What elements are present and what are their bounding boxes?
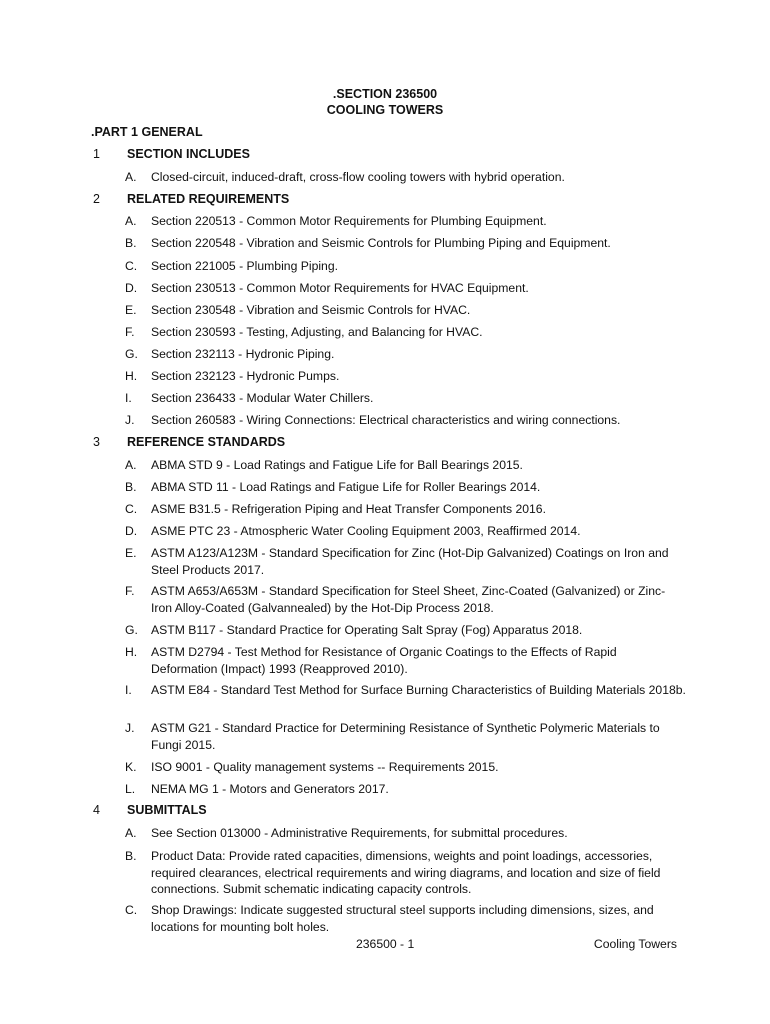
section-1-number: 1 bbox=[93, 147, 100, 161]
list-item-letter: C. bbox=[125, 502, 138, 516]
section-3-number: 3 bbox=[93, 435, 100, 449]
list-item-letter: H. bbox=[125, 645, 138, 659]
list-item-letter: I. bbox=[125, 391, 132, 405]
list-item-letter: I. bbox=[125, 683, 132, 697]
list-item-text: ASTM E84 - Standard Test Method for Surface Burning Characteristics of Building Materials 2018b. bbox=[151, 683, 686, 697]
section-title-heading: COOLING TOWERS bbox=[326, 103, 444, 117]
list-item-letter: A. bbox=[125, 826, 137, 840]
list-item-letter: F. bbox=[125, 584, 135, 598]
section-number-heading: .SECTION 236500 bbox=[332, 87, 438, 101]
list-item-letter: J. bbox=[125, 721, 135, 735]
list-item-text: ISO 9001 - Quality management systems -- Requirements 2015. bbox=[151, 760, 499, 774]
list-item-text: ASTM A653/A653M - Standard Specification for Steel Sheet, Zinc-Coated (Galvanized) or Zinc-Iron Alloy-Coated (Galvannealed) by the Hot-Dip Process 2018. bbox=[151, 584, 666, 615]
list-item-text: Section 220513 - Common Motor Requirements for Plumbing Equipment. bbox=[151, 214, 547, 228]
list-item-letter: B. bbox=[125, 236, 137, 250]
list-item-text: ASTM A123/A123M - Standard Specification for Zinc (Hot-Dip Galvanized) Coatings on Iron and Steel Products 2017. bbox=[151, 546, 669, 577]
list-item-text: Section 232113 - Hydronic Piping. bbox=[151, 347, 335, 361]
list-item-letter: J. bbox=[125, 413, 135, 427]
list-item-text: Section 236433 - Modular Water Chillers. bbox=[151, 391, 374, 405]
list-item-text: ABMA STD 11 - Load Ratings and Fatigue Life for Roller Bearings 2014. bbox=[151, 480, 541, 494]
section-4-number: 4 bbox=[93, 803, 100, 817]
part-heading: .PART 1 GENERAL bbox=[91, 125, 203, 139]
list-item-text: ASME PTC 23 - Atmospheric Water Cooling Equipment 2003, Reaffirmed 2014. bbox=[151, 524, 581, 538]
list-item-text: Shop Drawings: Indicate suggested structural steel supports including dimensions, sizes, and locations for mounting bolt holes. bbox=[151, 903, 654, 934]
footer-page-number: 236500 - 1 bbox=[356, 937, 415, 951]
list-item-letter: B. bbox=[125, 480, 137, 494]
section-3-title: REFERENCE STANDARDS bbox=[127, 435, 286, 449]
list-item-letter: G. bbox=[125, 347, 138, 361]
list-item-text: NEMA MG 1 - Motors and Generators 2017. bbox=[151, 782, 389, 796]
list-item-letter: A. bbox=[125, 458, 137, 472]
list-item-text: Product Data: Provide rated capacities, dimensions, weights and point loadings, accessories, required clearances, electrical requirements and wiring diagrams, and location and size of field connections. Submit schematic indicating capacity controls. bbox=[151, 849, 661, 896]
section-2-number: 2 bbox=[93, 192, 100, 206]
list-item-letter: C. bbox=[125, 259, 138, 273]
section-2-title: RELATED REQUIREMENTS bbox=[127, 192, 290, 206]
list-item-text: ABMA STD 9 - Load Ratings and Fatigue Life for Ball Bearings 2015. bbox=[151, 458, 523, 472]
section-1-title: SECTION INCLUDES bbox=[127, 147, 250, 161]
list-item-text: ASME B31.5 - Refrigeration Piping and Heat Transfer Components 2016. bbox=[151, 502, 546, 516]
list-item-letter: L. bbox=[125, 782, 136, 796]
list-item-text: Section 221005 - Plumbing Piping. bbox=[151, 259, 338, 273]
list-item-letter: F. bbox=[125, 325, 135, 339]
list-item-text: ASTM G21 - Standard Practice for Determining Resistance of Synthetic Polymeric Materials to Fungi 2015. bbox=[151, 721, 660, 752]
list-item-text: Section 230593 - Testing, Adjusting, and Balancing for HVAC. bbox=[151, 325, 483, 339]
footer-title: Cooling Towers bbox=[593, 937, 677, 951]
section-4-title: SUBMITTALS bbox=[127, 803, 207, 817]
list-item-text: Section 260583 - Wiring Connections: Electrical characteristics and wiring connections. bbox=[151, 413, 621, 427]
list-item-text: Closed-circuit, induced-draft, cross-flow cooling towers with hybrid operation. bbox=[151, 170, 565, 184]
list-item-letter: D. bbox=[125, 281, 138, 295]
list-item-text: ASTM D2794 - Test Method for Resistance of Organic Coatings to the Effects of Rapid Deformation (Impact) 1993 (Reapproved 2010). bbox=[151, 645, 617, 676]
list-item-text: Section 230513 - Common Motor Requirements for HVAC Equipment. bbox=[151, 281, 529, 295]
list-item-letter: E. bbox=[125, 303, 137, 317]
list-item-text: Section 232123 - Hydronic Pumps. bbox=[151, 369, 340, 383]
list-item-letter: H. bbox=[125, 369, 138, 383]
list-item-letter: C. bbox=[125, 903, 138, 917]
list-item-letter: D. bbox=[125, 524, 138, 538]
list-item-text: ASTM B117 - Standard Practice for Operating Salt Spray (Fog) Apparatus 2018. bbox=[151, 623, 583, 637]
list-item-letter: G. bbox=[125, 623, 138, 637]
list-item-letter: A. bbox=[125, 170, 137, 184]
list-item-text: Section 230548 - Vibration and Seismic Controls for HVAC. bbox=[151, 303, 471, 317]
list-item-letter: B. bbox=[125, 849, 137, 863]
list-item-letter: E. bbox=[125, 546, 137, 560]
list-item-letter: A. bbox=[125, 214, 137, 228]
list-item-text: Section 220548 - Vibration and Seismic Controls for Plumbing Piping and Equipment. bbox=[151, 236, 611, 250]
list-item-text: See Section 013000 - Administrative Requirements, for submittal procedures. bbox=[151, 826, 568, 840]
list-item-letter: K. bbox=[125, 760, 137, 774]
